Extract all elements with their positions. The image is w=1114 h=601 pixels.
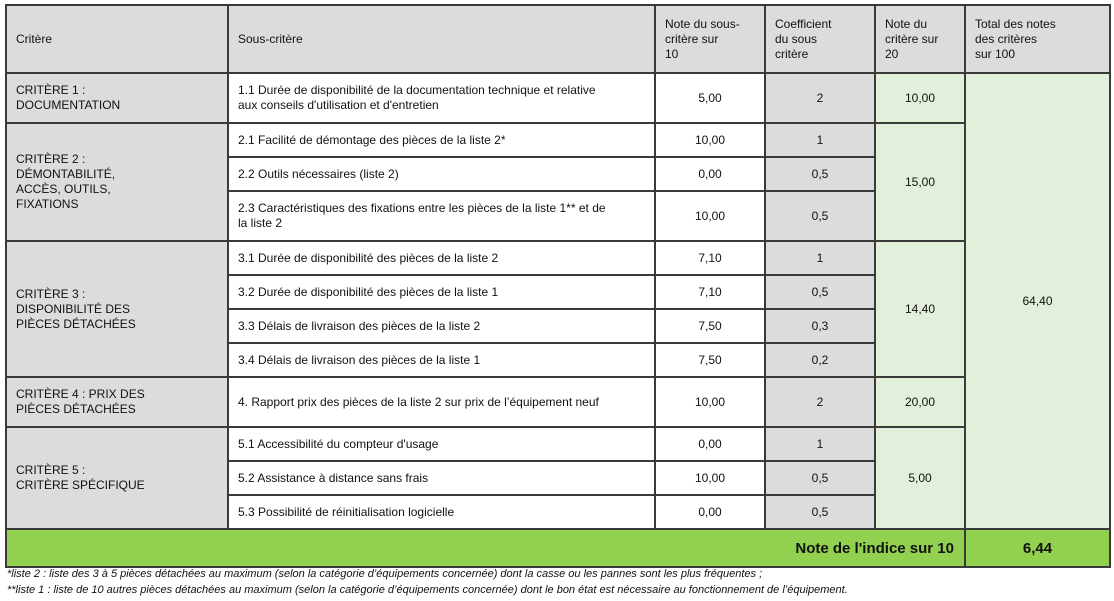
note-critere-cell: 20,00 [875,377,965,427]
note-sous-critere-cell: 0,00 [655,157,765,191]
note-sous-critere-cell: 0,00 [655,427,765,461]
sous-critere-cell: 2.2 Outils nécessaires (liste 2) [228,157,655,191]
header-critere: Critère [6,5,228,73]
critere-cell: CRITÈRE 2 : DÉMONTABILITÉ, ACCÈS, OUTILS, FIXATIONS [6,123,228,241]
note-critere-cell: 10,00 [875,73,965,123]
sous-critere-cell: 5.3 Possibilité de réinitialisation logicielle [228,495,655,529]
note-sous-critere-cell: 0,00 [655,495,765,529]
critere-cell: CRITÈRE 5 : CRITÈRE SPÉCIFIQUE [6,427,228,529]
header-coefficient: Coefficient du sous critère [765,5,875,73]
coefficient-cell: 1 [765,123,875,157]
critere-cell: CRITÈRE 4 : PRIX DES PIÈCES DÉTACHÉES [6,377,228,427]
note-sous-critere-cell: 7,10 [655,275,765,309]
note-sous-critere-cell: 10,00 [655,123,765,157]
coefficient-cell: 2 [765,377,875,427]
coefficient-cell: 1 [765,427,875,461]
sous-critere-cell: 3.4 Délais de livraison des pièces de la liste 1 [228,343,655,377]
header-total: Total des notes des critères sur 100 [965,5,1110,73]
table-row [6,241,1110,275]
coefficient-cell: 0,3 [765,309,875,343]
note-sous-critere-cell: 7,50 [655,309,765,343]
final-score-value: 6,44 [965,529,1110,567]
sous-critere-cell: 2.3 Caractéristiques des fixations entre les pièces de la liste 1** et de la liste 2 [228,191,655,241]
sous-critere-cell: 1.1 Durée de disponibilité de la documentation technique et relative aux conseils d'utilisation et d'entretien [228,73,655,123]
table-row [6,427,1110,461]
critere-cell: CRITÈRE 3 : DISPONIBILITÉ DES PIÈCES DÉTACHÉES [6,241,228,377]
coefficient-cell: 0,5 [765,275,875,309]
sous-critere-cell: 4. Rapport prix des pièces de la liste 2 sur prix de l’équipement neuf [228,377,655,427]
final-score-label: Note de l'indice sur 10 [6,529,965,567]
critere-cell: CRITÈRE 1 : DOCUMENTATION [6,73,228,123]
header-sous-critere: Sous-critère [228,5,655,73]
coefficient-cell: 0,5 [765,157,875,191]
table-row [6,123,1110,157]
coefficient-cell: 1 [765,241,875,275]
coefficient-cell: 0,5 [765,495,875,529]
note-sous-critere-cell: 10,00 [655,377,765,427]
note-critere-cell: 14,40 [875,241,965,377]
note-sous-critere-cell: 5,00 [655,73,765,123]
footnote-liste-1: **liste 1 : liste de 10 autres pièces détachées au maximum (selon la catégorie d’équipements concernée) dont le bon état est nécessaire au fonctionnement de l’équipement. [7,584,848,596]
sous-critere-cell: 5.2 Assistance à distance sans frais [228,461,655,495]
header-note-critere: Note du critère sur 20 [875,5,965,73]
header-row [6,5,1110,73]
coefficient-cell: 2 [765,73,875,123]
sous-critere-cell: 3.1 Durée de disponibilité des pièces de la liste 2 [228,241,655,275]
note-sous-critere-cell: 7,50 [655,343,765,377]
total-100-cell: 64,40 [965,73,1110,529]
sous-critere-cell: 5.1 Accessibilité du compteur d'usage [228,427,655,461]
note-sous-critere-cell: 10,00 [655,191,765,241]
table-row [6,377,1110,427]
sous-critere-cell: 3.2 Durée de disponibilité des pièces de la liste 1 [228,275,655,309]
coefficient-cell: 0,5 [765,461,875,495]
sous-critere-cell: 2.1 Facilité de démontage des pièces de la liste 2* [228,123,655,157]
note-critere-cell: 5,00 [875,427,965,529]
header-note-sous-critere: Note du sous- critère sur 10 [655,5,765,73]
coefficient-cell: 0,5 [765,191,875,241]
coefficient-cell: 0,2 [765,343,875,377]
note-sous-critere-cell: 7,10 [655,241,765,275]
score-table [5,4,1111,568]
note-critere-cell: 15,00 [875,123,965,241]
note-sous-critere-cell: 10,00 [655,461,765,495]
table-row [6,73,1110,123]
sous-critere-cell: 3.3 Délais de livraison des pièces de la liste 2 [228,309,655,343]
footnote-liste-2: *liste 2 : liste des 3 à 5 pièces détachées au maximum (selon la catégorie d’équipements concernée) dont la casse ou les pannes sont les plus fréquentes ; [7,568,763,580]
final-score-row [6,529,1110,567]
